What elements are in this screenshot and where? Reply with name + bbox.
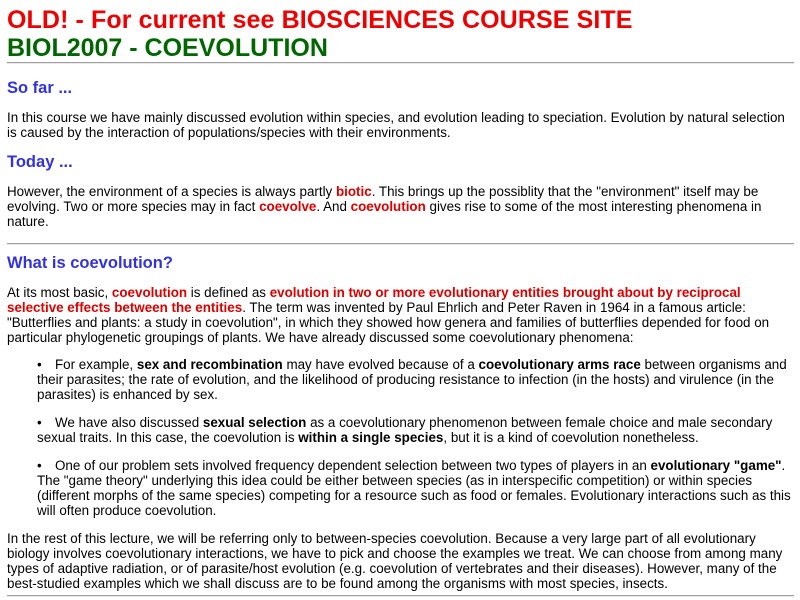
bullet-icon: • [37,415,42,430]
divider [7,243,794,245]
text: We have also discussed [55,415,203,430]
text: . This brings up the possiblity that the "environment" itself may be evolving. Two or more species may in fact [7,184,759,214]
text: One of our problem sets involved frequency dependent selection between two types of players in an [55,458,651,473]
paragraph-definition [7,285,794,345]
bullet-icon: • [37,458,42,473]
bold-term: within a single species [298,430,444,445]
section-today [7,152,794,229]
section-what-is-coevolution [7,253,794,591]
text: For example, [55,357,137,372]
text: , but it is a kind of coevolution nonetheless. [443,430,699,445]
text: gives rise to some of the most interesting phenomena in nature. [7,199,762,229]
emphasis-coevolve: coevolve [259,199,317,214]
section-so-far [7,78,794,140]
text: However, the environment of a species is always partly [7,184,336,199]
paragraph-today [7,184,794,229]
text: At its most basic, [7,285,112,300]
old-notice-heading: OLD! - For current see BIOSCIENCES COURSE SITE [7,6,633,34]
bold-term: coevolutionary arms race [478,357,641,372]
text: . And [316,199,351,214]
list-item [37,415,794,445]
section-heading-today: Today ... [7,153,73,171]
bold-term: sexual selection [202,415,307,430]
list-item [37,357,794,402]
course-title-heading: BIOL2007 - COEVOLUTION [7,34,328,62]
text: . The term was invented by Paul Ehrlich and Peter Raven in 1964 in a famous article: "Butterflies and plants: a study in coevolution", in which they showed how genera and families of butterflies depended for food on particular phylogenetic groupings of plants. We have already discussed some coevolutionary phenomena: [7,300,770,345]
emphasis-coevolution: coevolution [111,285,188,300]
text: is defined as [187,285,270,300]
bold-term: sex and recombination [136,357,283,372]
list-item [37,458,794,518]
paragraph-closing: In the rest of this lecture, we will be referring only to between-species coevolution. Because a very large part of all evolutionary biology involves coevolutionary interactions, we have to pick and choose the examples we treat. We can choose from among many types of adaptive radiation, or of parasite/host evolution (e.g. coevolution of vertebrates and their diseases). However, many of the best-studied examples which we shall discuss are to be found among the organisms with most species, insects. [7,531,783,591]
paragraph-so-far: In this course we have mainly discussed evolution within species, and evolution leading to speciation. Evolution by natural selection is caused by the interaction of populations/species with their environments. [7,110,785,140]
divider [7,62,794,64]
emphasis-coevolution: coevolution [350,199,426,214]
phenomena-list [7,357,794,518]
section-heading-so-far: So far ... [7,79,73,97]
emphasis-biotic: biotic [335,184,372,199]
text: may have evolved because of a [282,357,479,372]
text: between organisms and their parasites; the rate of evolution, and the likelihood of producing resistance to infection (in the hosts) and virulence (in the parasites) is enhanced by sex. [37,357,787,402]
bold-term: evolutionary "game" [650,458,782,473]
bullet-icon: • [37,357,42,372]
text: . The "game theory" underlying this idea could be either between species (as in interspecific competition) or within species (different morphs of the same species) competing for a resource such as food or females. Evolutionary interactions such as this will often produce coevolution. [37,458,791,518]
text: as a coevolutionary phenomenon between female choice and male secondary sexual traits. In this case, the coevolution is [37,415,773,445]
divider [7,595,794,597]
section-heading-what-is-coevolution: What is coevolution? [7,254,173,272]
emphasis-definition: evolution in two or more evolutionary entities brought about by reciprocal selective effects between the entities [7,285,741,315]
